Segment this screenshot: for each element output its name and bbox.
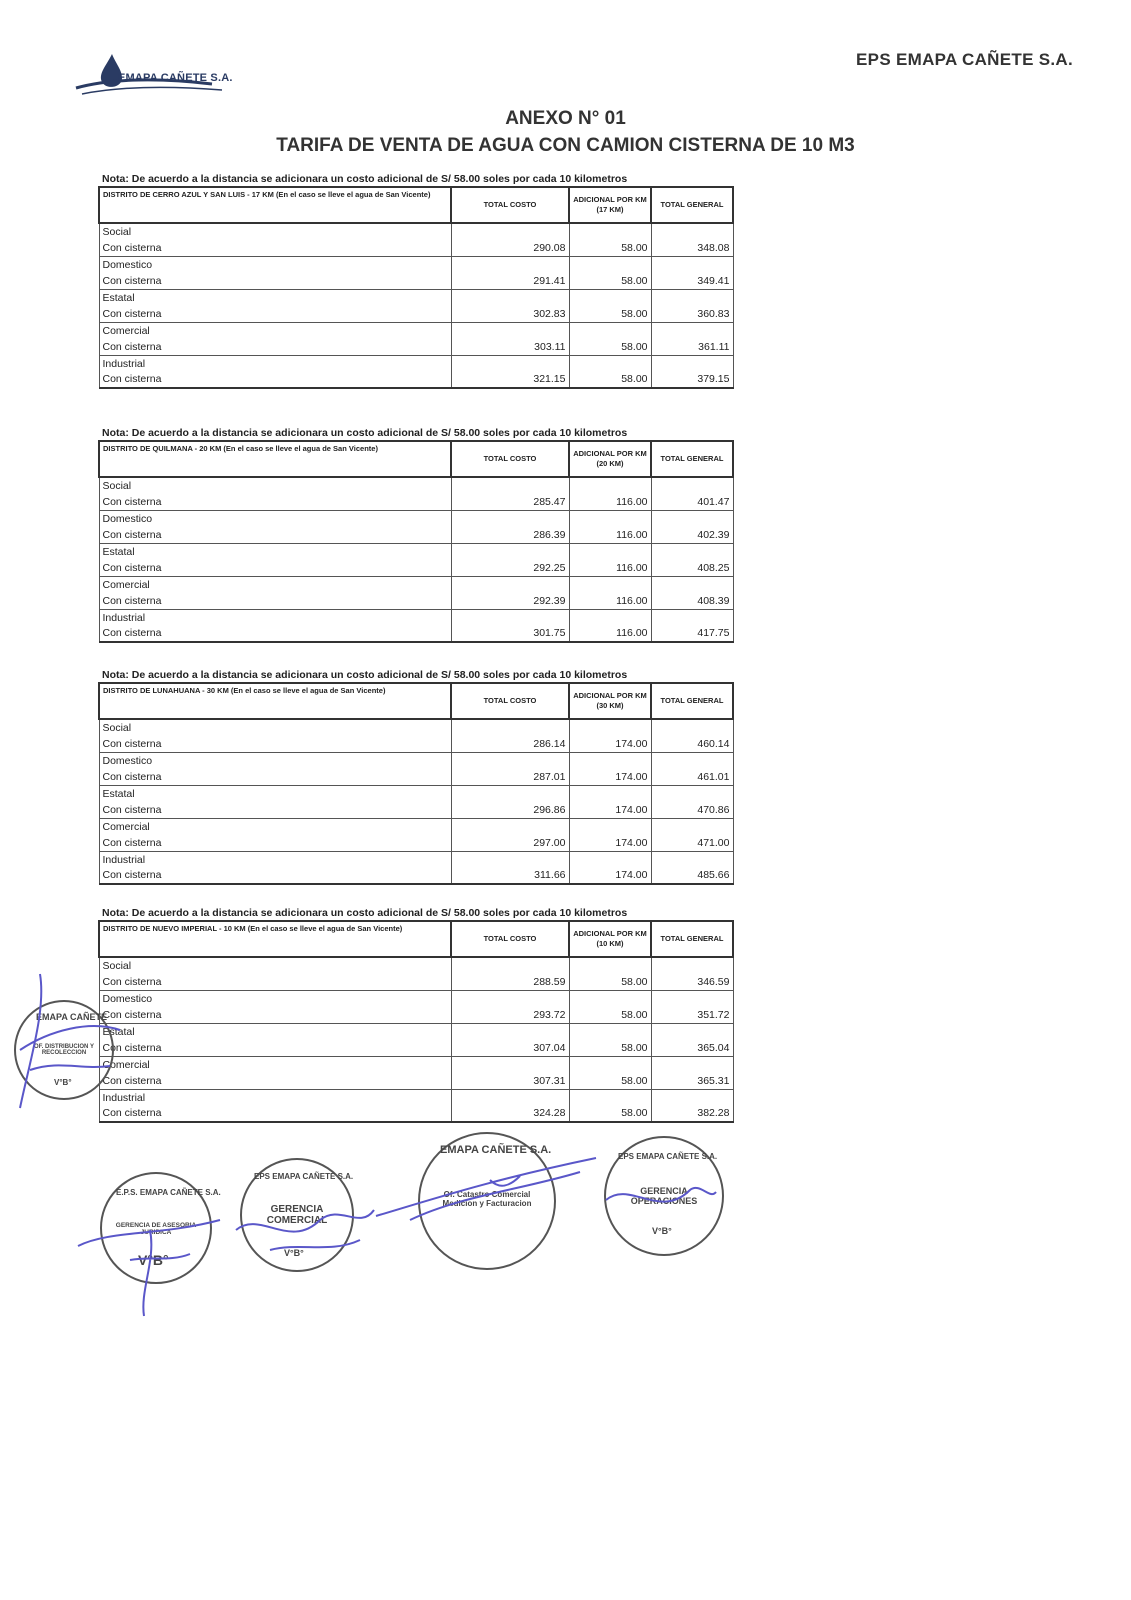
- total-general-cell: 470.86: [651, 802, 733, 819]
- row-label: Con cisterna: [99, 974, 451, 991]
- empty-cell: [651, 1089, 733, 1106]
- stamp-middle-text: OF. DISTRIBUCION Y RECOLECCION: [34, 1044, 94, 1056]
- table-row: [99, 372, 733, 389]
- table-header-row: [99, 921, 733, 957]
- category-label: Comercial: [99, 818, 451, 835]
- empty-cell: [451, 957, 569, 974]
- total-costo-cell: 302.83: [451, 306, 569, 323]
- total-general-cell: 379.15: [651, 372, 733, 389]
- category-row: [99, 223, 733, 240]
- total-general-cell: 349.41: [651, 273, 733, 290]
- category-row: [99, 289, 733, 306]
- row-label: Con cisterna: [99, 560, 451, 577]
- tariff-table: [98, 440, 734, 643]
- stamp-middle-text: GERENCIA OPERACIONES: [630, 1186, 698, 1206]
- empty-cell: [651, 223, 733, 240]
- empty-cell: [569, 355, 651, 372]
- empty-cell: [651, 1056, 733, 1073]
- tariff-table: [98, 920, 734, 1123]
- adicional-header: ADICIONAL POR KM (30 KM): [569, 683, 651, 719]
- empty-cell: [651, 957, 733, 974]
- adicional-cell: 174.00: [569, 835, 651, 852]
- table-row: [99, 835, 733, 852]
- row-label: Con cisterna: [99, 306, 451, 323]
- empty-cell: [569, 609, 651, 626]
- tariff-block: [98, 172, 738, 389]
- empty-cell: [451, 851, 569, 868]
- row-label: Con cisterna: [99, 626, 451, 643]
- empty-cell: [651, 289, 733, 306]
- total-general-cell: 360.83: [651, 306, 733, 323]
- adicional-cell: 58.00: [569, 240, 651, 257]
- empty-cell: [569, 1023, 651, 1040]
- stamp-top-text: EPS EMAPA CAÑETE S.A.: [618, 1152, 718, 1161]
- empty-cell: [451, 818, 569, 835]
- total-general-cell: 382.28: [651, 1106, 733, 1123]
- empty-cell: [451, 355, 569, 372]
- empty-cell: [451, 289, 569, 306]
- category-label: Comercial: [99, 322, 451, 339]
- empty-cell: [651, 990, 733, 1007]
- total-costo-cell: 288.59: [451, 974, 569, 991]
- adicional-header: ADICIONAL POR KM (10 KM): [569, 921, 651, 957]
- empty-cell: [451, 223, 569, 240]
- category-row: [99, 752, 733, 769]
- row-label: Con cisterna: [99, 273, 451, 290]
- page-subtitle: TARIFA DE VENTA DE AGUA CON CAMION CISTERNA DE 10 M3: [276, 135, 855, 156]
- table-row: [99, 240, 733, 257]
- adicional-cell: 174.00: [569, 868, 651, 885]
- adicional-header: ADICIONAL POR KM (20 KM): [569, 441, 651, 477]
- empty-cell: [651, 256, 733, 273]
- total-costo-cell: 292.25: [451, 560, 569, 577]
- total-costo-header: TOTAL COSTO: [451, 187, 569, 223]
- tariff-block: [98, 906, 738, 1123]
- empty-cell: [569, 785, 651, 802]
- total-general-cell: 361.11: [651, 339, 733, 356]
- stamp-bottom-text: V°B°: [138, 1252, 169, 1268]
- adicional-cell: 174.00: [569, 736, 651, 753]
- empty-cell: [651, 719, 733, 736]
- row-label: Con cisterna: [99, 240, 451, 257]
- tariff-table: [98, 186, 734, 389]
- empty-cell: [651, 818, 733, 835]
- row-label: Con cisterna: [99, 802, 451, 819]
- empty-cell: [451, 990, 569, 1007]
- total-costo-cell: 297.00: [451, 835, 569, 852]
- category-label: Social: [99, 719, 451, 736]
- row-label: Con cisterna: [99, 736, 451, 753]
- empty-cell: [569, 818, 651, 835]
- stamp-catastro-comercial: [418, 1132, 556, 1270]
- row-label: Con cisterna: [99, 1073, 451, 1090]
- table-row: [99, 769, 733, 786]
- adicional-cell: 116.00: [569, 527, 651, 544]
- stamp-bottom-text: V°B°: [284, 1248, 304, 1258]
- total-costo-header: TOTAL COSTO: [451, 921, 569, 957]
- district-header: DISTRITO DE CERRO AZUL Y SAN LUIS - 17 KM (En el caso se lleve el agua de San Vicente): [99, 187, 451, 223]
- empty-cell: [569, 543, 651, 560]
- total-general-cell: 485.66: [651, 868, 733, 885]
- adicional-cell: 58.00: [569, 372, 651, 389]
- empty-cell: [651, 576, 733, 593]
- empty-cell: [651, 1023, 733, 1040]
- stamp-top-text: EPS EMAPA CAÑETE S.A.: [254, 1172, 354, 1181]
- total-general-cell: 461.01: [651, 769, 733, 786]
- district-header: DISTRITO DE NUEVO IMPERIAL - 10 KM (En el caso se lleve el agua de San Vicente): [99, 921, 451, 957]
- total-general-cell: 348.08: [651, 240, 733, 257]
- adicional-cell: 174.00: [569, 769, 651, 786]
- category-label: Social: [99, 223, 451, 240]
- stamp-top-text: EMAPA CAÑETE S.A.: [440, 1144, 552, 1156]
- total-costo-cell: 286.39: [451, 527, 569, 544]
- table-row: [99, 273, 733, 290]
- empty-cell: [451, 752, 569, 769]
- category-label: Domestico: [99, 510, 451, 527]
- total-costo-cell: 301.75: [451, 626, 569, 643]
- category-row: [99, 256, 733, 273]
- category-label: Estatal: [99, 289, 451, 306]
- empty-cell: [451, 1056, 569, 1073]
- table-note: Nota: De acuerdo a la distancia se adicionara un costo adicional de S/ 58.00 soles por cada 10 kilometros: [102, 427, 628, 439]
- table-row: [99, 494, 733, 511]
- empty-cell: [451, 609, 569, 626]
- total-costo-cell: 293.72: [451, 1007, 569, 1024]
- stamp-asesoria-juridica: [100, 1172, 221, 1284]
- category-label: Social: [99, 957, 451, 974]
- adicional-cell: 116.00: [569, 494, 651, 511]
- stamp-middle-text: GERENCIA DE ASESORIA JURIDICA: [115, 1222, 197, 1236]
- tariff-table: [98, 682, 734, 885]
- total-costo-cell: 285.47: [451, 494, 569, 511]
- table-row: [99, 1007, 733, 1024]
- empty-cell: [569, 289, 651, 306]
- category-row: [99, 576, 733, 593]
- empty-cell: [569, 719, 651, 736]
- table-row: [99, 306, 733, 323]
- table-row: [99, 527, 733, 544]
- total-costo-cell: 292.39: [451, 593, 569, 610]
- category-row: [99, 543, 733, 560]
- empty-cell: [651, 851, 733, 868]
- table-row: [99, 802, 733, 819]
- category-row: [99, 322, 733, 339]
- row-label: Con cisterna: [99, 372, 451, 389]
- category-label: Industrial: [99, 851, 451, 868]
- table-row: [99, 736, 733, 753]
- empty-cell: [651, 355, 733, 372]
- category-row: [99, 477, 733, 494]
- total-general-cell: 365.31: [651, 1073, 733, 1090]
- category-label: Industrial: [99, 355, 451, 372]
- district-header: DISTRITO DE QUILMANA - 20 KM (En el caso se lleve el agua de San Vicente): [99, 441, 451, 477]
- total-costo-cell: 287.01: [451, 769, 569, 786]
- empty-cell: [651, 785, 733, 802]
- tariff-block: [98, 426, 738, 643]
- table-row: [99, 593, 733, 610]
- empty-cell: [651, 322, 733, 339]
- adicional-cell: 58.00: [569, 1106, 651, 1123]
- empty-cell: [569, 510, 651, 527]
- adicional-cell: 58.00: [569, 1007, 651, 1024]
- empty-cell: [651, 752, 733, 769]
- total-general-header: TOTAL GENERAL: [651, 441, 733, 477]
- table-header-row: [99, 187, 733, 223]
- total-general-cell: 401.47: [651, 494, 733, 511]
- row-label: Con cisterna: [99, 769, 451, 786]
- empty-cell: [651, 609, 733, 626]
- total-general-cell: 408.25: [651, 560, 733, 577]
- adicional-cell: 58.00: [569, 1073, 651, 1090]
- total-costo-header: TOTAL COSTO: [451, 441, 569, 477]
- total-general-header: TOTAL GENERAL: [651, 187, 733, 223]
- stamp-bottom-text: V°B°: [652, 1226, 672, 1236]
- total-costo-header: TOTAL COSTO: [451, 683, 569, 719]
- category-row: [99, 609, 733, 626]
- total-general-header: TOTAL GENERAL: [651, 921, 733, 957]
- category-row: [99, 957, 733, 974]
- total-costo-cell: 321.15: [451, 372, 569, 389]
- category-label: Domestico: [99, 256, 451, 273]
- table-note: Nota: De acuerdo a la distancia se adicionara un costo adicional de S/ 58.00 soles por cada 10 kilometros: [102, 173, 628, 185]
- category-row: [99, 785, 733, 802]
- total-costo-cell: 311.66: [451, 868, 569, 885]
- table-row: [99, 339, 733, 356]
- adicional-cell: 58.00: [569, 339, 651, 356]
- total-costo-cell: 324.28: [451, 1106, 569, 1123]
- empty-cell: [451, 1023, 569, 1040]
- adicional-cell: 58.00: [569, 306, 651, 323]
- table-row: [99, 560, 733, 577]
- empty-cell: [451, 1089, 569, 1106]
- row-label: Con cisterna: [99, 593, 451, 610]
- empty-cell: [569, 851, 651, 868]
- category-row: [99, 1023, 733, 1040]
- table-row: [99, 1073, 733, 1090]
- empty-cell: [451, 322, 569, 339]
- row-label: Con cisterna: [99, 1106, 451, 1123]
- category-label: Estatal: [99, 785, 451, 802]
- tariff-block: [98, 668, 738, 885]
- total-general-cell: 471.00: [651, 835, 733, 852]
- total-general-cell: 402.39: [651, 527, 733, 544]
- empty-cell: [451, 477, 569, 494]
- total-general-cell: 346.59: [651, 974, 733, 991]
- empty-cell: [569, 256, 651, 273]
- empty-cell: [569, 322, 651, 339]
- row-label: Con cisterna: [99, 527, 451, 544]
- total-general-cell: 460.14: [651, 736, 733, 753]
- stamp-distribucion: [14, 1000, 114, 1100]
- adicional-cell: 58.00: [569, 273, 651, 290]
- table-row: [99, 974, 733, 991]
- adicional-cell: 58.00: [569, 1040, 651, 1057]
- category-row: [99, 1056, 733, 1073]
- total-costo-cell: 303.11: [451, 339, 569, 356]
- category-label: Estatal: [99, 543, 451, 560]
- empty-cell: [451, 719, 569, 736]
- table-note: Nota: De acuerdo a la distancia se adicionara un costo adicional de S/ 58.00 soles por cada 10 kilometros: [102, 669, 628, 681]
- table-note: Nota: De acuerdo a la distancia se adicionara un costo adicional de S/ 58.00 soles por cada 10 kilometros: [102, 907, 628, 919]
- empty-cell: [569, 1056, 651, 1073]
- empty-cell: [569, 957, 651, 974]
- category-label: Domestico: [99, 752, 451, 769]
- empty-cell: [651, 543, 733, 560]
- total-costo-cell: 307.04: [451, 1040, 569, 1057]
- table-header-row: [99, 683, 733, 719]
- logo-text: EMAPA CAÑETE S.A.: [118, 72, 233, 84]
- empty-cell: [569, 576, 651, 593]
- category-row: [99, 510, 733, 527]
- table-row: [99, 868, 733, 885]
- total-costo-cell: 286.14: [451, 736, 569, 753]
- category-label: Comercial: [99, 1056, 451, 1073]
- stamp-bottom-text: V°B°: [54, 1078, 72, 1087]
- total-general-cell: 365.04: [651, 1040, 733, 1057]
- adicional-cell: 174.00: [569, 802, 651, 819]
- empty-cell: [651, 477, 733, 494]
- empty-cell: [569, 477, 651, 494]
- category-label: Estatal: [99, 1023, 451, 1040]
- page-title: ANEXO N° 01: [505, 108, 626, 129]
- category-label: Industrial: [99, 1089, 451, 1106]
- total-costo-cell: 307.31: [451, 1073, 569, 1090]
- category-row: [99, 1089, 733, 1106]
- category-label: Comercial: [99, 576, 451, 593]
- table-row: [99, 1106, 733, 1123]
- adicional-cell: 116.00: [569, 626, 651, 643]
- category-label: Domestico: [99, 990, 451, 1007]
- total-costo-cell: 296.86: [451, 802, 569, 819]
- table-row: [99, 1040, 733, 1057]
- category-label: Social: [99, 477, 451, 494]
- total-costo-cell: 291.41: [451, 273, 569, 290]
- category-row: [99, 851, 733, 868]
- row-label: Con cisterna: [99, 1040, 451, 1057]
- table-header-row: [99, 441, 733, 477]
- company-name: EPS EMAPA CAÑETE S.A.: [856, 50, 1073, 69]
- category-row: [99, 990, 733, 1007]
- empty-cell: [569, 752, 651, 769]
- district-header: DISTRITO DE LUNAHUANA - 30 KM (En el caso se lleve el agua de San Vicente): [99, 683, 451, 719]
- empty-cell: [569, 223, 651, 240]
- category-row: [99, 719, 733, 736]
- adicional-header: ADICIONAL POR KM (17 KM): [569, 187, 651, 223]
- stamp-middle-text: Of. Catastro Comercial Medicion y Facturacion: [442, 1190, 532, 1208]
- stamp-top-text: E.P.S. EMAPA CAÑETE S.A.: [116, 1188, 221, 1197]
- empty-cell: [451, 510, 569, 527]
- empty-cell: [569, 1089, 651, 1106]
- stamp-middle-text: GERENCIA COMERCIAL: [266, 1204, 328, 1226]
- total-general-cell: 417.75: [651, 626, 733, 643]
- category-row: [99, 818, 733, 835]
- category-label: Industrial: [99, 609, 451, 626]
- row-label: Con cisterna: [99, 494, 451, 511]
- total-costo-cell: 290.08: [451, 240, 569, 257]
- row-label: Con cisterna: [99, 339, 451, 356]
- stamp-gerencia-operaciones: [604, 1136, 724, 1256]
- table-row: [99, 626, 733, 643]
- stamp-top-text: EMAPA CAÑETE: [36, 1012, 108, 1022]
- empty-cell: [651, 510, 733, 527]
- empty-cell: [569, 990, 651, 1007]
- stamp-gerencia-comercial: [240, 1158, 354, 1272]
- total-general-cell: 408.39: [651, 593, 733, 610]
- row-label: Con cisterna: [99, 868, 451, 885]
- total-general-cell: 351.72: [651, 1007, 733, 1024]
- row-label: Con cisterna: [99, 1007, 451, 1024]
- adicional-cell: 58.00: [569, 974, 651, 991]
- total-general-header: TOTAL GENERAL: [651, 683, 733, 719]
- adicional-cell: 116.00: [569, 593, 651, 610]
- empty-cell: [451, 543, 569, 560]
- empty-cell: [451, 256, 569, 273]
- adicional-cell: 116.00: [569, 560, 651, 577]
- category-row: [99, 355, 733, 372]
- empty-cell: [451, 785, 569, 802]
- row-label: Con cisterna: [99, 835, 451, 852]
- empty-cell: [451, 576, 569, 593]
